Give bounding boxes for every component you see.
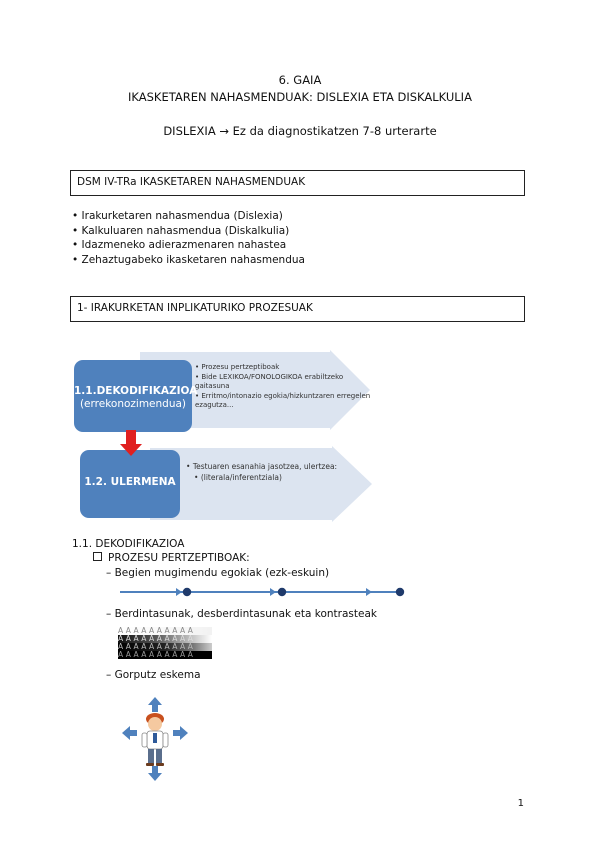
box1-subtitle: (errekonozimendua) — [79, 398, 187, 410]
contrast-row: AAAAAAAAAA — [118, 627, 212, 635]
lower-arrow-shape — [150, 446, 372, 522]
list-item: • (literala/inferentziala) — [194, 472, 282, 482]
dislexia-note — [0, 124, 600, 138]
list-item: • Testuaren esanahia jasotzea, ulertzea: — [186, 462, 338, 471]
dash-item-eyes: – Begien mugimendu egokiak (ezk-eskuin) — [106, 567, 330, 579]
list-item: • Kalkuluaren nahasmendua (Diskalkulia) — [72, 224, 305, 239]
list-item: • Irakurketaren nahasmendua (Dislexia) — [72, 209, 305, 224]
tie — [153, 733, 157, 743]
dsm-list — [72, 209, 305, 267]
left-leg — [148, 749, 154, 764]
section-11-heading: 1.1. DEKODIFIKAZIOA — [72, 538, 185, 550]
right-leg — [156, 749, 162, 764]
dislexia-text: Ez da diagnostikatzen 7-8 urterarte — [232, 124, 437, 138]
body-schema-figure — [120, 695, 190, 783]
list-item: • Erritmo/intonazio egokia/hizkuntzaren erregelen ezagutza... — [195, 391, 371, 409]
box1-title: 1.1.DEKODIFIKAZIOA — [74, 385, 198, 397]
box2-title: 1.2. ULERMENA — [84, 476, 176, 488]
arrow-right-icon — [173, 726, 188, 740]
section1-label: 1- IRAKURKETAN INPLIKATURIKO PROZESUAK — [77, 302, 313, 314]
box2-points — [186, 462, 346, 483]
box1-points — [195, 363, 375, 411]
arrow-right-icon: → — [219, 124, 229, 138]
list-item: • Idazmeneko adierazmenaren nahastea — [72, 238, 305, 253]
arrow-left-icon — [122, 726, 137, 740]
fixation-dot — [396, 588, 404, 596]
chapter-number: 6. GAIA — [278, 73, 322, 87]
contrast-row: AAAAAAAAAA — [118, 643, 212, 651]
contrast-row: AAAAAAAAAA — [118, 651, 212, 659]
checkbox-icon — [93, 552, 102, 561]
page-title: IKASKETAREN NAHASMENDUAK: DISLEXIA ETA DISKALKULIA — [128, 90, 472, 104]
list-item: • Bide LEXIKOA/FONOLOGIKOA erabiltzeko gaitasuna — [195, 372, 344, 390]
list-item: • Zehaztugabeko ikasketaren nahasmendua — [72, 253, 305, 268]
page-number: 1 — [517, 798, 524, 809]
list-item: • Prozesu pertzeptiboak — [195, 363, 280, 371]
right-arm — [163, 733, 168, 747]
contrast-grid — [118, 627, 212, 661]
fixation-dot — [183, 588, 191, 596]
checkbox-item: PROZESU PERTZEPTIBOAK: — [93, 552, 250, 564]
dash-item-body: – Gorputz eskema — [106, 669, 201, 681]
dsm-section-box — [70, 170, 525, 196]
dislexia-label: DISLEXIA — [163, 124, 216, 138]
arrow-up-icon — [148, 697, 162, 712]
arrow-down-icon — [148, 766, 162, 781]
fixation-dot — [278, 588, 286, 596]
section1-box — [70, 296, 525, 322]
red-arrow-shaft — [126, 430, 136, 445]
contrast-row: AAAAAAAAAA — [118, 635, 212, 643]
eye-movement-line — [118, 585, 408, 599]
dash-item-contrast: – Berdintasunak, desberdintasunak eta kontrasteak — [106, 608, 377, 620]
head — [148, 717, 162, 731]
dsm-section-label: DSM IV-TRa IKASKETAREN NAHASMENDUAK — [77, 176, 306, 188]
left-arm — [142, 733, 147, 747]
